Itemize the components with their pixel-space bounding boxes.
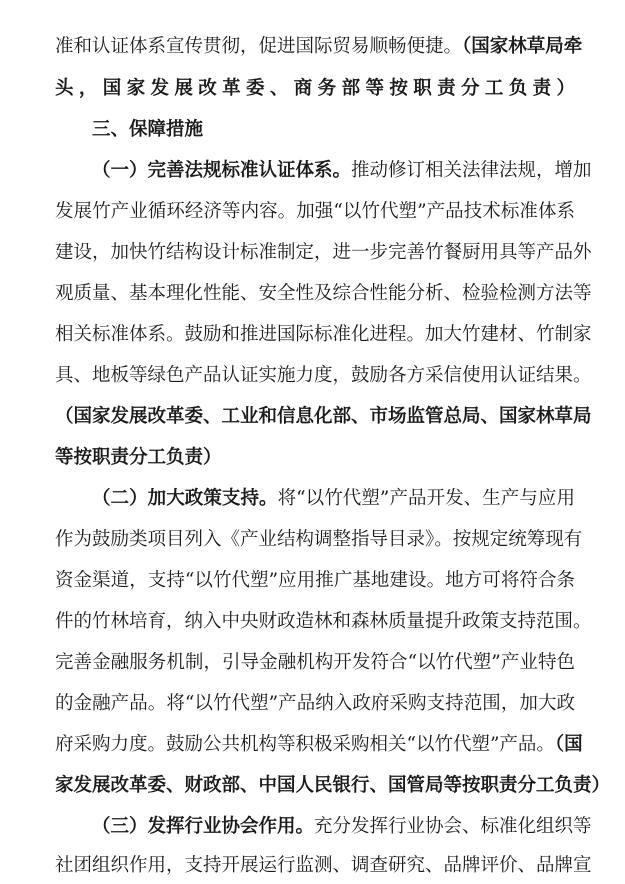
text-line [55,276,592,312]
line-text: 准和认证体系宣传贯彻，促进国际贸易顺畅便捷。 [55,36,463,57]
line-text-bold: 家发展改革委、财政部、中国人民银行、国管局等按职责分工负责） [55,775,611,796]
line-text: 的金融产品。将“以竹代塑”产品纳入政府采购支持范围，加大政 [55,693,575,714]
text-line [55,235,592,271]
line-text-bold: 等按职责分工负责） [55,447,222,468]
line-text: 件的竹林培育，纳入中央财政造林和森林质量提升政策支持范围。 [55,611,592,632]
text-line [55,727,583,763]
line-text-bold: （国家林草局牵 [462,36,583,57]
section-heading [92,112,575,148]
text-line [55,194,575,230]
line-text: 观质量、基本理化性能、安全性及综合性能分析、检验检测方法等 [55,283,592,304]
line-text: 发展竹产业循环经济等内容。加强“以竹代塑”产品技术标准体系 [55,201,575,222]
line-text: 推动修订相关法律法规，增加 [351,160,592,181]
text-line [92,153,592,189]
text-line [55,29,583,65]
line-text: 府采购力度。鼓励公共机构等积极采购相关“以竹代塑”产品。 [55,734,555,755]
text-line [55,768,611,804]
line-text: 完善金融服务机制，引导金融机构开发符合“以竹代塑”产业特色 [55,652,575,673]
line-text: 充分发挥行业协会、标准化组织等 [314,816,592,837]
subheading-text: （二）加大政策支持。 [92,488,278,509]
line-text-bold: （国 [554,734,583,755]
line-text-bold: （国家发展改革委、工业和信息化部、市场监管总局、国家林草局 [55,406,592,427]
text-line [55,686,575,722]
line-text: 将“以竹代塑”产品开发、生产与应用 [277,488,575,509]
text-line [55,71,575,107]
line-text-bold: 头，国家发展改革委、商务部等按职责分工负责） [55,78,575,99]
text-line [92,809,592,845]
text-line [92,481,575,517]
text-line [55,399,592,435]
line-text: 相关标准体系。鼓励和推进国际标准化进程。加大竹建材、竹制家 [55,324,592,345]
line-text: 建设，加快竹结构设计标准制定，进一步完善竹餐厨用具等产品外 [55,242,592,263]
text-line [55,563,575,599]
text-line [55,604,592,640]
text-line [55,440,575,476]
line-text: 社团组织作用，支持开展运行监测、调查研究、品牌评价、品牌宣 [55,855,592,876]
text-line [55,522,583,558]
subheading-text: （一）完善法规标准认证体系。 [92,160,352,181]
subheading-text: （三）发挥行业协会作用。 [92,816,315,837]
text-line [55,358,592,394]
text-line [55,645,575,681]
line-text: 资金渠道，支持“以竹代塑”应用推广基地建设。地方可将符合条 [55,570,575,591]
text-line [55,317,592,353]
heading-text: 三、保障措施 [92,119,204,140]
text-line [55,848,592,884]
line-text: 作为鼓励类项目列入《产业结构调整指导目录》。按规定统筹现有 [55,529,583,550]
line-text: 具、地板等绿色产品认证实施力度，鼓励各方采信使用认证结果。 [55,365,592,386]
